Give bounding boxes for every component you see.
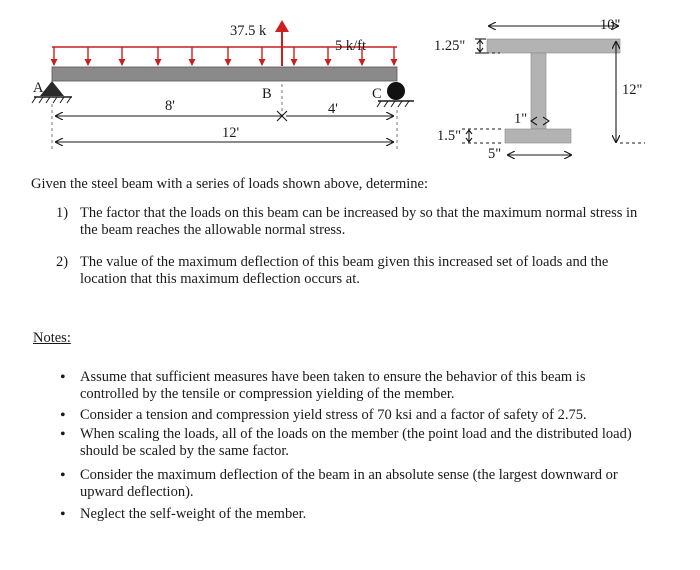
bullet: • [60,407,66,424]
note-2: Consider a tension and compression yield stress of 70 ksi and a factor of safety of 2.75. [80,407,587,423]
note-3: When scaling the loads, all of the loads on the member (the point load and the distributed load) should be scaled by the same factor. [80,426,632,459]
question-1-number: 1) [56,205,69,221]
bullet: • [60,369,66,386]
question-2-number: 2) [56,254,69,270]
i-beam-section [487,39,620,143]
bottom-flange-thickness-label: 1.5" [437,128,462,144]
roller-support-c [377,82,414,107]
bullet: • [60,426,66,443]
point-load-label: 37.5 k [230,23,267,39]
bottom-flange-width-label: 5" [488,146,502,162]
note-1: Assume that sufficient measures have been taken to ensure the behavior of this beam is controlled by the tensile or compression yielding of the member. [80,369,586,402]
depth-label: 12" [622,82,643,98]
distributed-load-label: 5 k/ft [335,38,367,54]
dim-bc-label: 4' [328,101,338,117]
dim-ab-label: 8' [165,98,175,114]
bullet: • [60,467,66,484]
flange-width-label: 10" [600,17,621,33]
intro-text: Given the steel beam with a series of loads shown above, determine: [31,176,429,192]
beam-figure [0,0,700,165]
support-c-label: C [372,86,382,102]
top-flange-thickness-label: 1.25" [434,38,466,54]
support-a-label: A [33,80,44,96]
question-2-text: The value of the maximum deflection of this beam given this increased set of loads and the location that this maximum deflection occurs at. [80,254,609,287]
bullet: • [60,506,66,523]
note-5: Neglect the self-weight of the member. [80,506,307,522]
web-thickness-label: 1" [514,111,528,127]
note-4: Consider the maximum deflection of the beam in an absolute sense (the largest downward or upward deflection). [80,467,618,500]
point-b-label: B [262,86,272,102]
question-1-text: The factor that the loads on this beam can be increased by so that the maximum normal stress in the beam reaches the allowable normal stress. [80,205,638,238]
point-load-arrow [275,20,289,66]
notes-title: Notes: [33,330,71,346]
dim-total-label: 12' [222,125,240,141]
beam [52,67,397,81]
